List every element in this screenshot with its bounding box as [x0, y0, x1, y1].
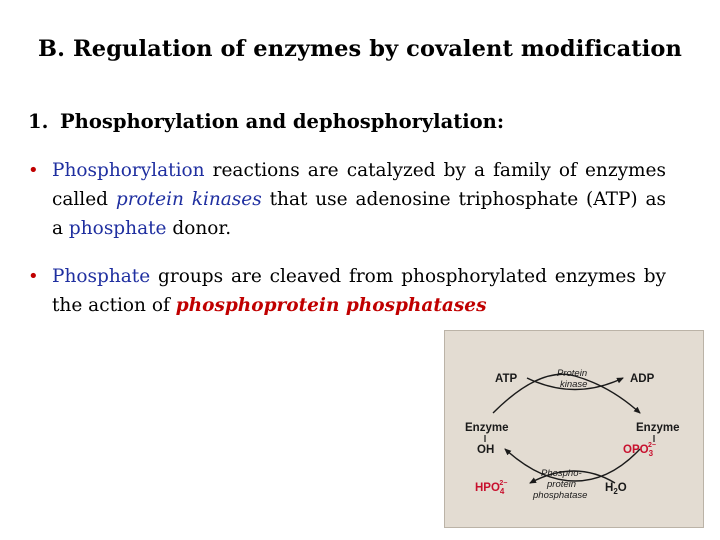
phosphatase-label-1: Phospho- — [541, 468, 582, 479]
kinase-label-1: Protein — [557, 368, 588, 379]
bullet-phosphorylation — [28, 156, 666, 243]
hpo4-label: $HPO_42-$ — [475, 480, 508, 496]
adp-label: ADP — [630, 373, 655, 385]
section-heading — [28, 110, 504, 133]
term-phosphate: phosphate — [68, 218, 167, 239]
term-phosphoprotein-phosphatases: phosphoprotein phosphatases — [175, 295, 487, 316]
enzyme-left-label: Enzyme — [465, 422, 509, 434]
enzyme-right-label: Enzyme — [636, 422, 680, 434]
opo3-label: $OPO_32-$ — [623, 442, 656, 458]
section-heading-text: Phosphorylation and dephosphorylation: — [60, 110, 505, 133]
bullet-text — [52, 156, 666, 243]
term-phosphorylation: Phosphorylation — [52, 160, 205, 181]
phosphorylation-diagram — [444, 330, 704, 528]
phosphatase-label-3: phosphatase — [533, 490, 588, 501]
bullet-dot: • — [28, 160, 39, 181]
slide-title: B. Regulation of enzymes by covalent modification — [38, 36, 682, 62]
bullet-text-part: reactions are catalyzed by a family of enzymes called — [52, 160, 666, 210]
phosphatase-label-2: protein — [547, 479, 577, 490]
term-protein-kinases: protein kinases — [115, 189, 262, 210]
bullet-text-part: groups are cleaved from phosphorylated enzymes by the action of — [52, 266, 666, 316]
atp-label: ATP — [495, 373, 518, 385]
bullet-text — [52, 262, 666, 320]
bullet-phosphate — [28, 262, 666, 320]
oh-label: OH — [477, 444, 495, 456]
h2o-label: $H_2O$ — [605, 482, 627, 496]
bullet-text-part: donor. — [166, 218, 232, 239]
term-phosphate-groups: Phosphate — [52, 266, 151, 287]
bullet-dot: • — [28, 266, 39, 287]
kinase-label-2: kinase — [560, 379, 588, 390]
diagram-svg — [445, 331, 705, 529]
bullet-text-part: that use adenosine triphosphate (ATP) as a — [52, 189, 666, 239]
section-number: 1. — [28, 110, 49, 133]
